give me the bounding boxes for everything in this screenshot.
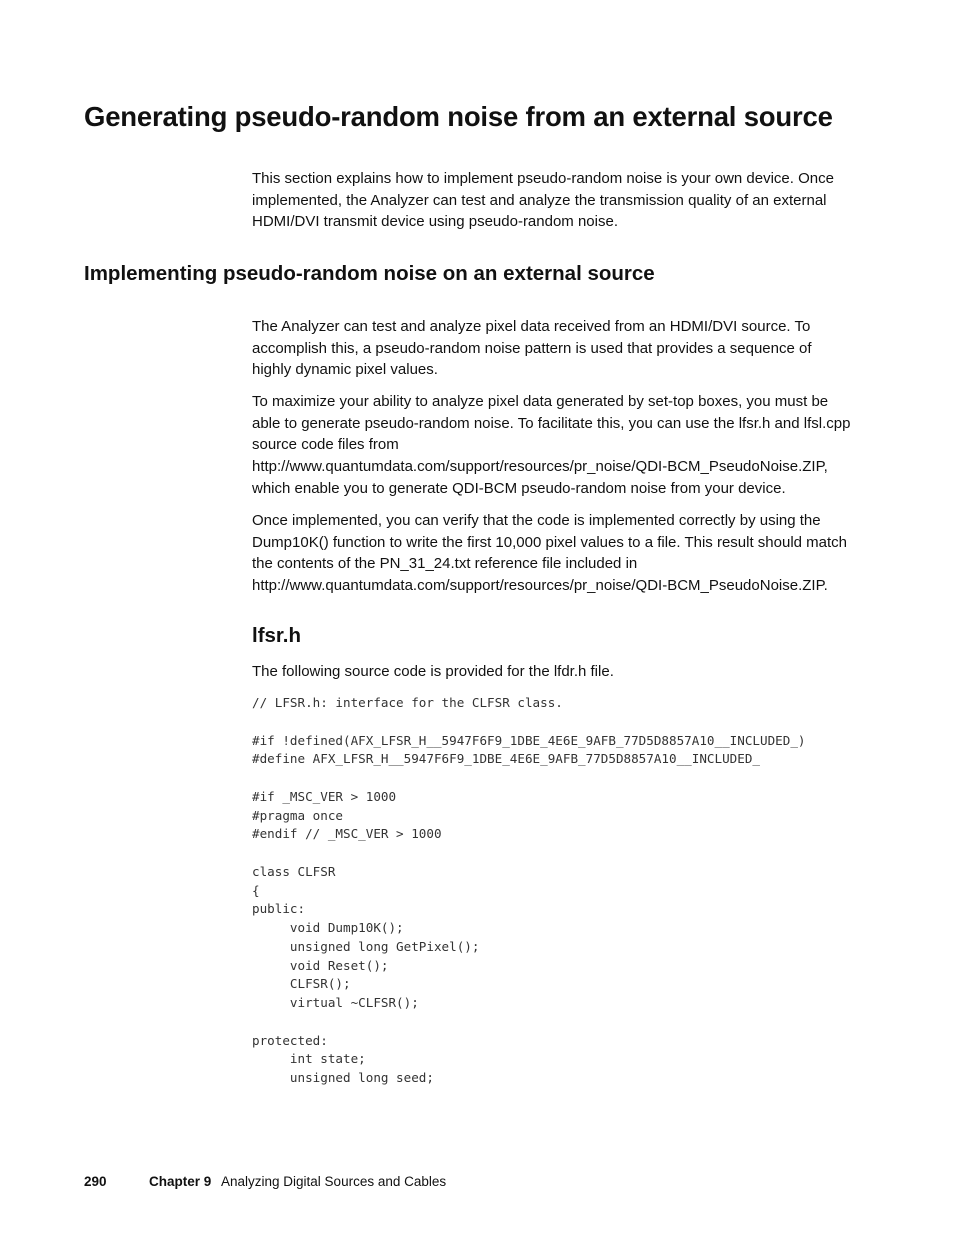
lfsr-intro [252,661,872,683]
page-number: 290 [84,1174,107,1189]
code-line [252,844,806,863]
code-line: protected: [252,1032,328,1048]
code-line: { [252,882,260,898]
intro-line: implemented, the Analyzer can test and analyze the transmission quality of an external [252,191,827,209]
code-line: CLFSR(); [252,976,351,992]
section-heading: Implementing pseudo-random noise on an external source [84,262,655,285]
paragraph-line: Dump10K() function to write the first 10,000 pixel values to a file. This result should match [252,533,848,551]
paragraph-line: http://www.quantumdata.com/support/resources/pr_noise/QDI-BCM_PseudoNoise.ZIP. [252,577,828,595]
paragraph-line: which enable you to generate QDI-BCM pseudo-random noise from your device. [252,479,786,497]
paragraph-line: the contents of the PN_31_24.txt reference file included in [252,555,638,573]
code-line: unsigned long seed; [252,1070,434,1085]
paragraph-line: http://www.quantumdata.com/support/resources/pr_noise/QDI-BCM_PseudoNoise.ZIP, [252,458,828,476]
body-paragraph-3 [252,510,872,597]
intro-line: This section explains how to implement pseudo-random noise is your own device. Once [252,170,834,187]
body-paragraph-1 [252,316,872,381]
paragraph-line: Once implemented, you can verify that the code is implemented correctly by using the [252,512,821,529]
code-line: #endif // _MSC_VER > 1000 [252,826,442,842]
body-paragraph-2 [252,391,872,500]
code-line: void Dump10K(); [252,920,404,935]
code-line: unsigned long GetPixel(); [252,938,480,954]
intro-line: HDMI/DVI transmit device using pseudo-random noise. [252,213,618,231]
paragraph-line: The Analyzer can test and analyze pixel data received from an HDMI/DVI source. To [252,318,811,335]
code-line: #define AFX_LFSR_H__5947F6F9_1DBE_4E6E_9AFB_77D5D8857A10__INCLUDED_ [252,751,760,767]
chapter-title: Analyzing Digital Sources and Cables [221,1174,447,1189]
code-line: public: [252,901,306,917]
code-line: #if _MSC_VER > 1000 [252,788,397,804]
paragraph-line: source code files from [252,436,399,454]
page-title: Generating pseudo-random noise from an external source [84,101,833,132]
intro-paragraph [252,168,872,233]
chapter-label: Chapter 9 [149,1174,212,1189]
code-block [252,694,806,1088]
code-line [252,1013,806,1032]
paragraph-line: The following source code is provided for the lfdr.h file. [252,663,614,680]
paragraph-line: able to generate pseudo-random noise. To facilitate this, you can use the lfsr.h and lfsl.cpp [252,414,851,432]
code-line: void Reset(); [252,957,389,973]
code-line: int state; [252,1051,366,1067]
code-line: #pragma once [252,807,343,823]
paragraph-line: highly dynamic pixel values. [252,361,438,379]
code-line [252,769,806,788]
code-line: virtual ~CLFSR(); [252,995,419,1010]
code-line: class CLFSR [252,863,336,879]
code-line: // LFSR.h: interface for the CLFSR class. [252,695,563,710]
paragraph-line: accomplish this, a pseudo-random noise pattern is used that provides a sequence of [252,339,812,357]
code-line: #if !defined(AFX_LFSR_H__5947F6F9_1DBE_4E6E_9AFB_77D5D8857A10__INCLUDED_) [252,732,806,748]
code-line [252,713,806,732]
paragraph-line: To maximize your ability to analyze pixel data generated by set-top boxes, you must be [252,393,829,410]
subsection-heading: lfsr.h [252,624,301,647]
